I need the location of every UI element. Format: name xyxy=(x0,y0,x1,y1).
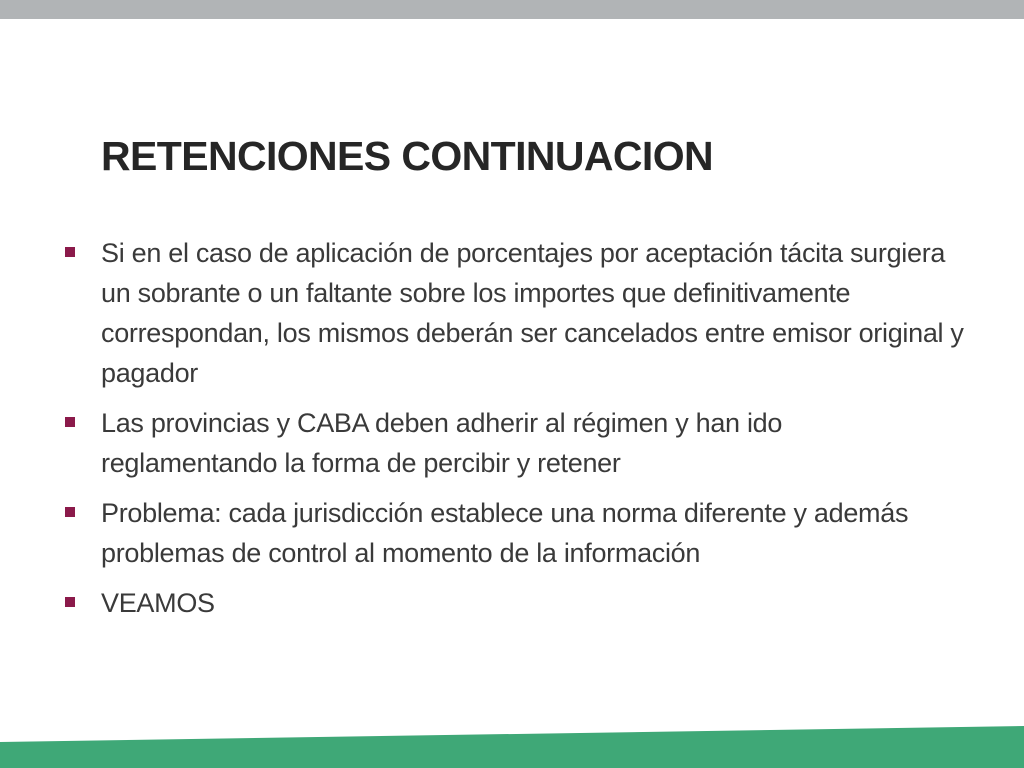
list-item xyxy=(65,493,965,573)
bullet-text: Problema: cada jurisdicción establece una norma diferente y además problemas de control al momento de la información xyxy=(101,498,909,568)
bottom-band-shape xyxy=(0,720,1024,768)
bottom-decorative-band xyxy=(0,720,1024,768)
list-item xyxy=(65,233,965,393)
square-bullet-icon xyxy=(65,417,75,427)
list-item xyxy=(65,403,965,483)
bullet-text: VEAMOS xyxy=(101,588,215,618)
top-decorative-bar xyxy=(0,0,1024,19)
bullet-text: Si en el caso de aplicación de porcentajes por aceptación tácita surgiera un sobrante o un faltante sobre los importes que definitivamente correspondan, los mismos deberán ser cancelados entre emisor original y pagador xyxy=(101,238,964,388)
square-bullet-icon xyxy=(65,247,75,257)
slide-title: RETENCIONES CONTINUACION xyxy=(101,133,714,179)
list-item xyxy=(65,583,965,623)
square-bullet-icon xyxy=(65,597,75,607)
square-bullet-icon xyxy=(65,507,75,517)
bullet-list xyxy=(65,233,965,633)
bullet-text: Las provincias y CABA deben adherir al régimen y han ido reglamentando la forma de percibir y retener xyxy=(101,408,783,478)
